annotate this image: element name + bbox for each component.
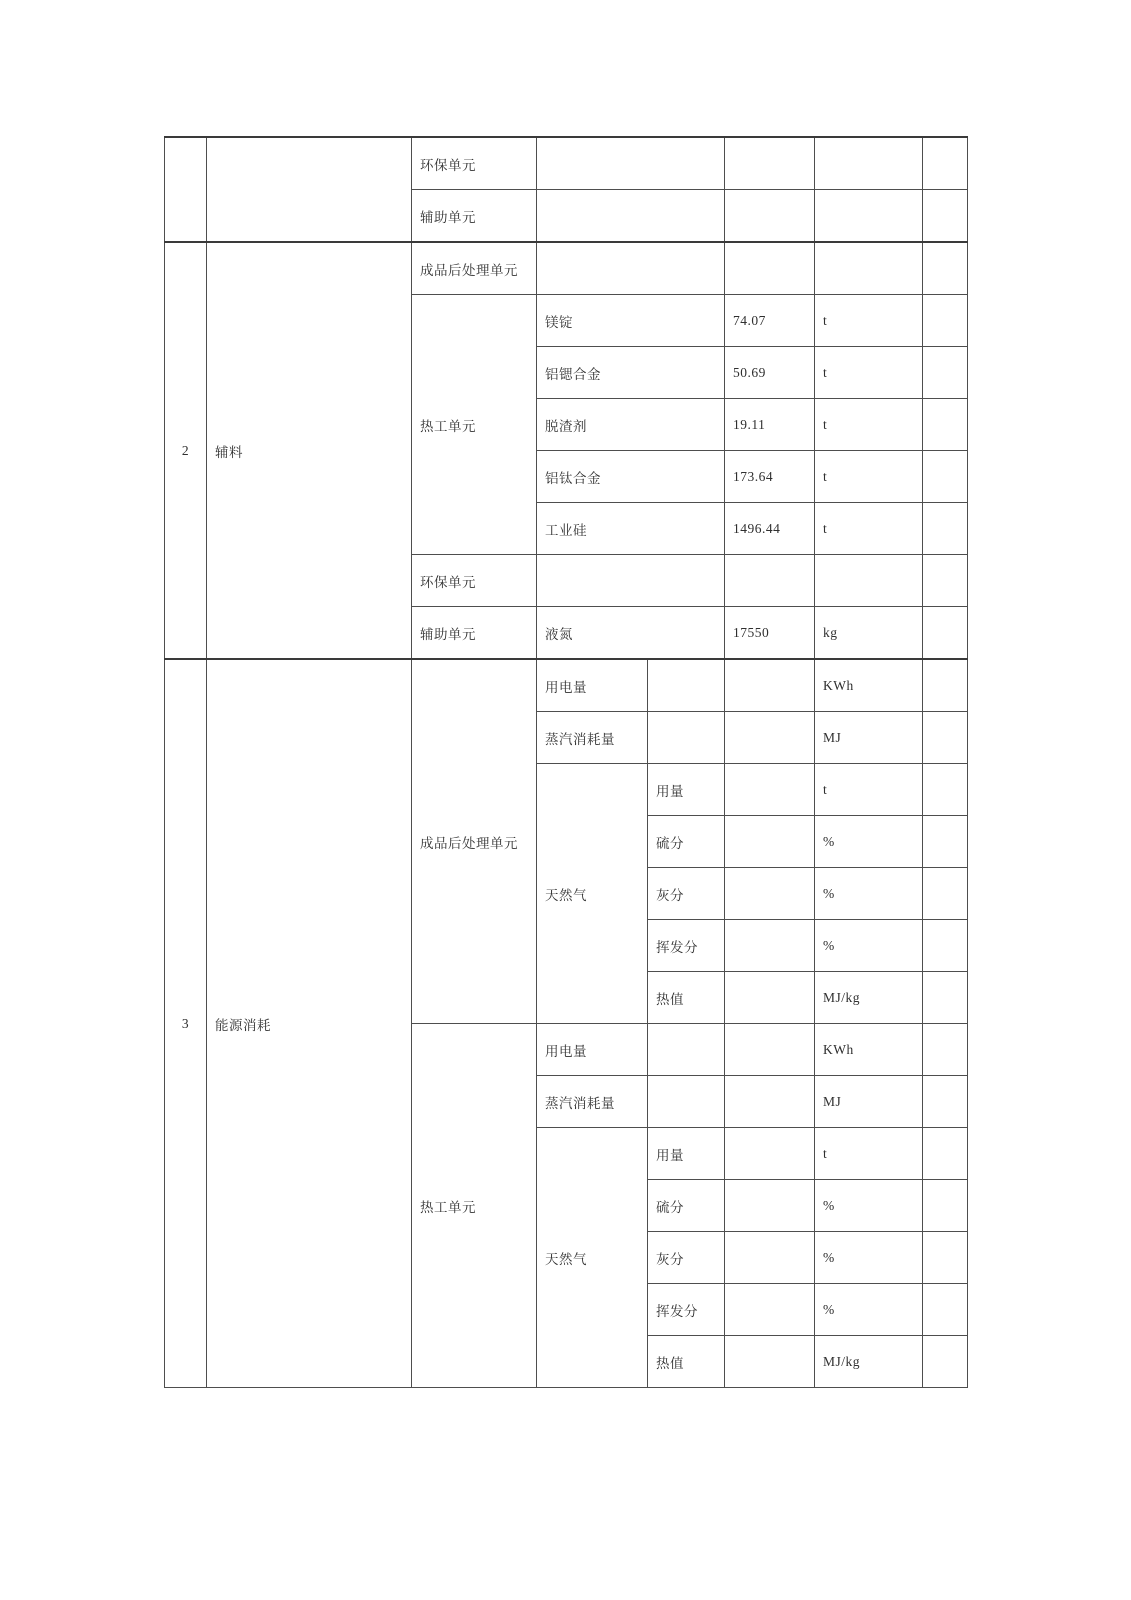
unit-cell: 辅助单元 (412, 607, 537, 660)
value-cell (725, 1284, 815, 1336)
value-cell (725, 764, 815, 816)
unit-cell: 辅助单元 (412, 190, 537, 243)
value-cell: 17550 (725, 607, 815, 660)
remark-cell (923, 972, 968, 1024)
subitem-cell: 灰分 (648, 868, 725, 920)
unit-label-cell: t (815, 451, 923, 503)
item-cell: 蒸汽消耗量 (537, 1076, 648, 1128)
item-cell: 脱渣剂 (537, 399, 725, 451)
subitem-cell (648, 1076, 725, 1128)
value-cell (725, 920, 815, 972)
item-cell: 液氮 (537, 607, 725, 660)
category-cell: 能源消耗 (207, 659, 412, 1388)
category-cell: 辅料 (207, 242, 412, 659)
value-cell: 1496.44 (725, 503, 815, 555)
unit-label-cell: % (815, 868, 923, 920)
remark-cell (923, 1180, 968, 1232)
remark-cell (923, 1284, 968, 1336)
subitem-cell: 热值 (648, 1336, 725, 1388)
unit-label-cell: KWh (815, 1024, 923, 1076)
subitem-cell (648, 659, 725, 712)
remark-cell (923, 1024, 968, 1076)
unit-label-cell: % (815, 920, 923, 972)
remark-cell (923, 659, 968, 712)
value-cell: 50.69 (725, 347, 815, 399)
unit-label-cell: % (815, 1180, 923, 1232)
subitem-cell: 热值 (648, 972, 725, 1024)
unit-label-cell (815, 137, 923, 190)
row-number-cell (165, 137, 207, 242)
remark-cell (923, 712, 968, 764)
remark-cell (923, 399, 968, 451)
row-number-cell: 3 (165, 659, 207, 1388)
unit-cell: 热工单元 (412, 295, 537, 555)
item-cell: 铝钛合金 (537, 451, 725, 503)
subitem-cell: 硫分 (648, 816, 725, 868)
value-cell (725, 1232, 815, 1284)
item-cell: 镁锭 (537, 295, 725, 347)
item-cell: 用电量 (537, 659, 648, 712)
value-cell: 19.11 (725, 399, 815, 451)
subitem-cell: 硫分 (648, 1180, 725, 1232)
value-cell: 173.64 (725, 451, 815, 503)
item-cell (537, 242, 725, 295)
remark-cell (923, 503, 968, 555)
value-cell (725, 1076, 815, 1128)
value-cell (725, 712, 815, 764)
subitem-cell (648, 1024, 725, 1076)
item-cell (537, 190, 725, 243)
value-cell (725, 137, 815, 190)
unit-label-cell: t (815, 764, 923, 816)
remark-cell (923, 607, 968, 660)
item-cell (537, 137, 725, 190)
unit-cell: 成品后处理单元 (412, 242, 537, 295)
remark-cell (923, 555, 968, 607)
subitem-cell: 挥发分 (648, 920, 725, 972)
item-cell (537, 555, 725, 607)
unit-label-cell: % (815, 1284, 923, 1336)
value-cell (725, 659, 815, 712)
unit-label-cell: MJ (815, 1076, 923, 1128)
remark-cell (923, 1076, 968, 1128)
subitem-cell (648, 712, 725, 764)
remark-cell (923, 242, 968, 295)
remark-cell (923, 295, 968, 347)
remark-cell (923, 1232, 968, 1284)
value-cell (725, 816, 815, 868)
subitem-cell: 灰分 (648, 1232, 725, 1284)
unit-label-cell (815, 190, 923, 243)
remark-cell (923, 190, 968, 243)
remark-cell (923, 347, 968, 399)
remark-cell (923, 451, 968, 503)
unit-label-cell (815, 242, 923, 295)
remark-cell (923, 816, 968, 868)
unit-label-cell: t (815, 503, 923, 555)
remark-cell (923, 1128, 968, 1180)
value-cell (725, 1180, 815, 1232)
unit-cell: 成品后处理单元 (412, 659, 537, 1024)
remark-cell (923, 137, 968, 190)
unit-label-cell: KWh (815, 659, 923, 712)
item-cell: 天然气 (537, 764, 648, 1024)
item-cell: 天然气 (537, 1128, 648, 1388)
category-cell (207, 137, 412, 242)
value-cell (725, 972, 815, 1024)
subitem-cell: 用量 (648, 764, 725, 816)
value-cell (725, 190, 815, 243)
unit-label-cell: % (815, 1232, 923, 1284)
value-cell (725, 555, 815, 607)
unit-label-cell: % (815, 816, 923, 868)
unit-label-cell: t (815, 347, 923, 399)
unit-label-cell: t (815, 399, 923, 451)
value-cell (725, 868, 815, 920)
value-cell (725, 242, 815, 295)
unit-label-cell: kg (815, 607, 923, 660)
remark-cell (923, 1336, 968, 1388)
value-cell (725, 1336, 815, 1388)
item-cell: 铝锶合金 (537, 347, 725, 399)
value-cell: 74.07 (725, 295, 815, 347)
item-cell: 用电量 (537, 1024, 648, 1076)
unit-cell: 环保单元 (412, 555, 537, 607)
unit-label-cell: t (815, 1128, 923, 1180)
unit-label-cell: MJ/kg (815, 1336, 923, 1388)
item-cell: 蒸汽消耗量 (537, 712, 648, 764)
remark-cell (923, 920, 968, 972)
item-cell: 工业硅 (537, 503, 725, 555)
value-cell (725, 1024, 815, 1076)
unit-label-cell: t (815, 295, 923, 347)
subitem-cell: 用量 (648, 1128, 725, 1180)
unit-cell: 热工单元 (412, 1024, 537, 1388)
row-number-cell: 2 (165, 242, 207, 659)
materials-energy-table (164, 136, 968, 1388)
remark-cell (923, 868, 968, 920)
subitem-cell: 挥发分 (648, 1284, 725, 1336)
remark-cell (923, 764, 968, 816)
unit-label-cell: MJ (815, 712, 923, 764)
unit-label-cell (815, 555, 923, 607)
unit-cell: 环保单元 (412, 137, 537, 190)
unit-label-cell: MJ/kg (815, 972, 923, 1024)
value-cell (725, 1128, 815, 1180)
